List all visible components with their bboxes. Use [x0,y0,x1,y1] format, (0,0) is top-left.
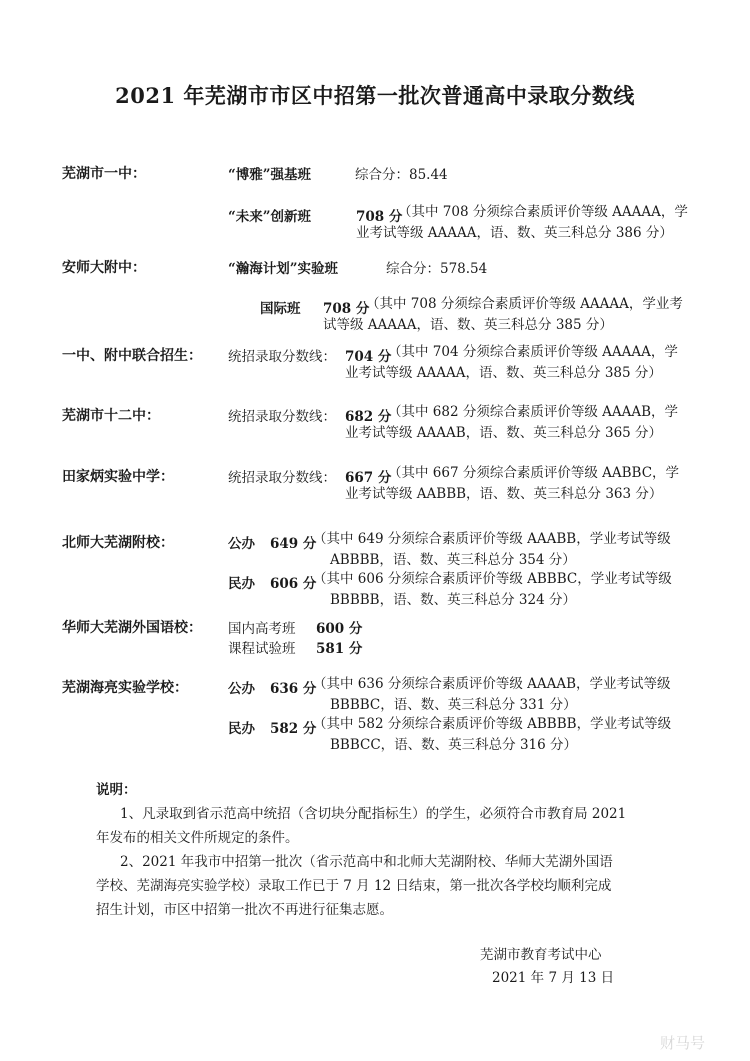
score-domestic: 600 分 [316,621,363,637]
detail-line: BBBBC，语、数、英三科总分 331 分） [330,697,577,713]
detail-line: 业考试等级 AAAAA，语、数、英三科总分 385 分） [345,365,662,381]
detail-line: BBBCC，语、数、英三科总分 316 分） [330,737,578,753]
school-label-wuhu-no1: 芜湖市一中： [62,166,146,182]
detail-private-bnu-2 [330,590,576,611]
detail-public-bnu-2 [330,550,576,571]
score-curriculum: 581 分 [316,641,363,657]
class-name-hanhai: “瀚海计划”实验班 [228,261,339,277]
score-prefix-joint: 统招录取分数线： [228,349,336,365]
note-1-line-2: 年发布的相关文件所规定的条件。 [96,830,299,846]
detail-tianjiabing-2 [345,484,662,505]
detail-line: 试等级 AAAAA，语、数、英三科总分 385 分） [323,317,613,333]
class-detail-weilai-2 [356,223,673,244]
issuer-name: 芜湖市教育考试中心 [480,947,602,963]
detail-private-hailiang [313,714,671,735]
detail-tianjiabing [388,463,679,484]
detail-no12-2 [345,423,662,444]
detail-line: （其中 708 分须综合素质评价等级 AAAAA，学 [398,204,688,220]
notes-heading: 说明： [96,782,137,798]
detail-line: （其中 667 分须综合素质评价等级 AABBC，学 [388,465,680,481]
detail-joint [388,342,678,363]
detail-line: 业考试等级 AAAAA，语、数、英三科总分 386 分） [356,225,673,241]
note-2-line-2: 学校、芜湖海亮实验学校）录取工作已于 7 月 12 日结束，第一批次各学校均顺利完成 [96,878,612,894]
type-private-hailiang: 民办 [228,721,255,737]
detail-private-bnu [313,569,672,590]
issue-date: 2021 年 7 月 13 日 [492,970,615,986]
class-detail-international-2 [323,315,613,336]
school-label-hailiang: 芜湖海亮实验学校： [62,680,188,696]
detail-line: （其中 636 分须综合素质评价等级 AAAAB，学业考试等级 [313,676,671,692]
school-label-anshida: 安师大附中： [62,260,146,276]
class-detail-weilai [398,202,688,223]
class-name-boya: “博雅”强基班 [228,167,312,183]
school-label-ecnu-wuhu: 华师大芜湖外国语校： [62,620,202,636]
school-label-joint: 一中、附中联合招生： [62,348,202,364]
school-label-tianjiabing: 田家炳实验中学： [62,469,174,485]
type-public-bnu: 公办 [228,536,255,552]
score-private-bnu: 606 分 [270,576,317,592]
class-score-hanhai: 综合分：578.54 [386,261,488,277]
page-title: 2021 年芜湖市市区中招第一批次普通高中录取分数线 [115,83,635,108]
detail-line: （其中 704 分须综合素质评价等级 AAAAA，学 [388,344,678,360]
note-2-line-3: 招生计划，市区中招第一批次不再进行征集志愿。 [96,902,393,918]
type-public-hailiang: 公办 [228,681,255,697]
class-detail-international [366,294,683,315]
class-name-weilai: “未来”创新班 [228,209,312,225]
class-name-curriculum: 课程试验班 [228,641,296,657]
school-label-bnu-wuhu: 北师大芜湖附校： [62,535,174,551]
class-score-weilai: 708 分 [356,209,403,225]
score-prefix-no12: 统招录取分数线： [228,409,336,425]
detail-line: （其中 708 分须综合素质评价等级 AAAAA，学业考 [366,296,683,312]
score-public-hailiang: 636 分 [270,681,317,697]
detail-line: （其中 682 分须综合素质评价等级 AAAAB，学 [388,404,679,420]
detail-line: （其中 649 分须综合素质评价等级 AAABB，学业考试等级 [313,531,671,547]
detail-line: ABBBB，语、数、英三科总分 354 分） [330,552,576,568]
detail-line: 业考试等级 AABBB，语、数、英三科总分 363 分） [345,486,663,502]
note-1-line-1: 1、凡录取到省示范高中统招（含切块分配指标生）的学生，必须符合市教育局 2021 [120,806,627,822]
detail-line: （其中 606 分须综合素质评价等级 ABBBC，学业考试等级 [313,571,672,587]
detail-public-bnu [313,529,671,550]
score-tianjiabing: 667 分 [345,470,392,486]
class-name-international: 国际班 [260,301,301,317]
school-label-wuhu-no12: 芜湖市十二中： [62,408,160,424]
watermark: 财马号 [660,1034,706,1052]
detail-private-hailiang-2 [330,735,577,756]
type-private-bnu: 民办 [228,576,255,592]
note-2-line-1: 2、2021 年我市中招第一批次（省示范高中和北师大芜湖附校、华师大芜湖外国语 [120,854,613,870]
detail-public-hailiang [313,674,671,695]
class-name-domestic: 国内高考班 [228,621,296,637]
score-prefix-tianjiabing: 统招录取分数线： [228,470,336,486]
score-private-hailiang: 582 分 [270,721,317,737]
score-public-bnu: 649 分 [270,536,317,552]
detail-public-hailiang-2 [330,695,577,716]
class-score-boya: 综合分：85.44 [355,167,448,183]
score-no12: 682 分 [345,409,392,425]
detail-no12 [388,402,678,423]
class-score-international: 708 分 [323,301,370,317]
score-joint: 704 分 [345,349,392,365]
detail-line: （其中 582 分须综合素质评价等级 ABBBB，学业考试等级 [313,716,672,732]
detail-line: 业考试等级 AAAAB，语、数、英三科总分 365 分） [345,425,663,441]
detail-joint-2 [345,363,662,384]
detail-line: BBBBB，语、数、英三科总分 324 分） [330,592,576,608]
